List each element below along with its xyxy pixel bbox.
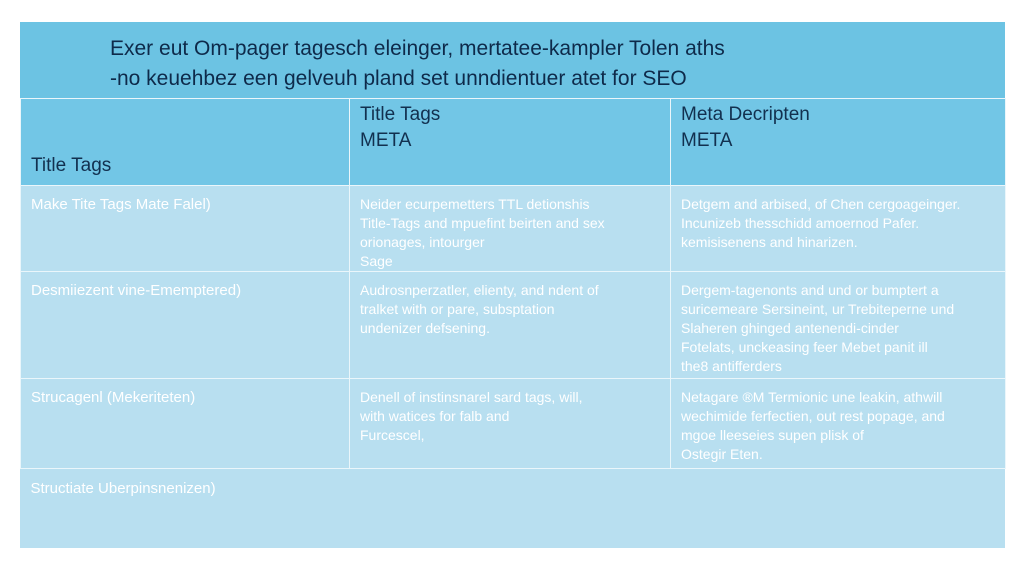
- cell-text: the8 antifferders: [681, 358, 782, 374]
- cell-text: Audrosnperzatler, elienty, and ndent of: [360, 282, 599, 298]
- table-footer-row: [21, 469, 1006, 549]
- cell-text: orionages, intourger: [360, 234, 485, 250]
- cell-text: Ostegir Eten.: [681, 446, 763, 462]
- cell-text: Incunizeb thesschidd amoernod Pafer.: [681, 215, 920, 231]
- table-row: [21, 186, 1006, 272]
- cell-text: Furcescel,: [360, 427, 425, 443]
- title-tags-cell: [350, 379, 671, 469]
- panel-title: [20, 22, 1005, 98]
- column-header-title-tags: [21, 99, 350, 186]
- column-header-title-tags-meta: [350, 99, 671, 186]
- footer-label: Structiate Uberpinsnenizen): [30, 480, 216, 497]
- cell-text: Sage: [360, 253, 393, 269]
- cell-text: Title-Tags and mpuefint beirten and sex: [360, 215, 605, 231]
- cell-text: Slaheren ghinged antenendi-cinder: [681, 320, 899, 336]
- table-row: [21, 272, 1006, 379]
- meta-tags-table: [20, 98, 1006, 549]
- table-row: [21, 379, 1006, 469]
- title-tags-cell: [350, 272, 671, 379]
- row-label: Strucagenl (Mekeriteten): [21, 379, 350, 469]
- column-header-label: Title Tags: [31, 155, 112, 176]
- meta-description-cell: [671, 186, 1006, 272]
- title-line-2: -no keuehbez een gelveuh pland set unndientuer atet for SEO: [110, 67, 687, 90]
- cell-text: suricemeare Sersineint, ur Trebiteperne und: [681, 301, 955, 317]
- title-tags-cell: [350, 186, 671, 272]
- row-label: Make Tite Tags Mate Falel): [21, 186, 350, 272]
- column-header-sublabel: META: [681, 130, 733, 151]
- cell-text: Detgem and arbised, of Chen cergoageinger.: [681, 196, 961, 212]
- cell-text: mgoe lleeseies supen plisk of: [681, 427, 864, 443]
- meta-description-cell: [671, 272, 1006, 379]
- table-header-row: [21, 99, 1006, 186]
- cell-text: undenizer defsening.: [360, 320, 490, 336]
- cell-text: Neider ecurpemetters TTL detionshis: [360, 196, 590, 212]
- meta-description-cell: [671, 379, 1006, 469]
- cell-text: Dergem-tagenonts and und or bumptert a: [681, 282, 939, 298]
- cell-text: Fotelats, unckeasing feer Mebet panit ill: [681, 339, 928, 355]
- cell-text: kemisisenens and hinarizen.: [681, 234, 858, 250]
- cell-text: Denell of instinsnarel sard tags, will,: [360, 389, 583, 405]
- cell-text: wechimide ferfectien, out rest popage, and: [681, 408, 945, 424]
- seo-panel: [20, 22, 1005, 548]
- column-header-meta-description: [671, 99, 1006, 186]
- cell-text: with watices for falb and: [360, 408, 510, 424]
- cell-text: Netagare ®M Termionic une leakin, athwill: [681, 389, 943, 405]
- cell-text: tralket with or pare, subsptation: [360, 301, 555, 317]
- column-header-sublabel: META: [360, 130, 412, 151]
- column-header-label: Title Tags: [360, 104, 441, 125]
- row-label: Desmiiezent vine-Ememptered): [21, 272, 350, 379]
- column-header-label: Meta Decripten: [681, 104, 810, 125]
- title-line-1: Exer eut Om-pager tagesch eleinger, mertatee-kampler Tolen aths: [110, 37, 725, 60]
